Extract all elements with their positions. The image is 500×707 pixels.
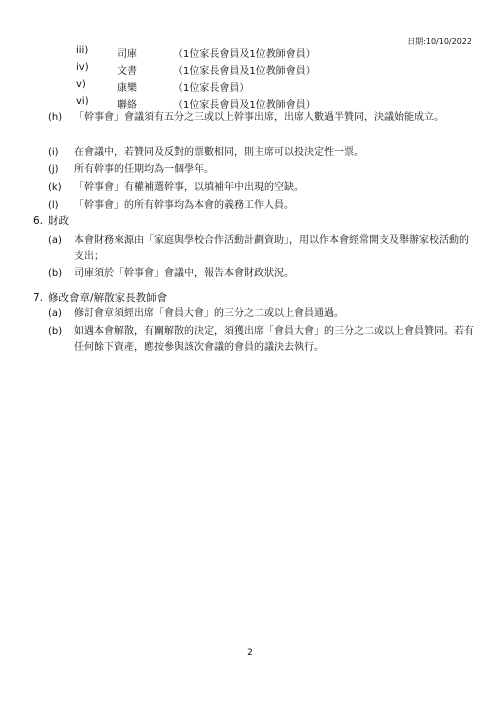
clause-label: (k)	[48, 182, 62, 193]
officer-item	[0, 45, 500, 59]
officer-item	[0, 62, 500, 76]
clause-text: 「幹事會」會議須有五分之三或以上幹事出席，出席人數過半贊同，決議始能成立。	[74, 112, 444, 123]
clause-text: 本會財務來源由「家庭與學校合作活動計劃資助」，用以作本會經常開支及舉辦家校活動的支出；	[74, 235, 469, 262]
section-6-heading	[33, 213, 69, 228]
clause-text: 修訂會章須經出席「會員大會」的三分之二或以上會員通過。	[74, 308, 344, 319]
clause-label: (l)	[48, 200, 59, 211]
section-number: 7.	[33, 292, 44, 304]
section-title: 修改會章/解散家長教師會	[48, 292, 168, 304]
clause-text: 「幹事會」的所有幹事均為本會的義務工作人員。	[74, 200, 294, 211]
clause-label: (i)	[48, 147, 59, 158]
clause-text: 如遇本會解散，有關解散的決定，須獲出席「會員大會」的三分之二或以上會員贊同。若有任何餘下資產，應按參與該次會議的會員的議決去執行。	[74, 326, 474, 353]
officer-role: 聯絡	[117, 100, 137, 111]
officer-role: 司庫	[117, 49, 137, 60]
page-number: 2	[247, 648, 253, 658]
clause-text: 所有幹事的任期均為一個學年。	[74, 164, 214, 175]
officer-number: v)	[76, 79, 86, 90]
officer-quota: （1位家長會員）	[173, 83, 250, 94]
section-7-heading	[33, 290, 167, 305]
section-title: 財政	[48, 215, 70, 227]
officer-item	[0, 96, 500, 110]
officer-number: iii)	[76, 45, 89, 56]
officer-role: 康樂	[117, 83, 137, 94]
clause-label: (a)	[48, 308, 62, 319]
officer-quota: （1位家長會員及1位教師會員）	[173, 66, 316, 77]
clause-text: 司庫須於「幹事會」會議中，報告本會財政狀況。	[74, 268, 294, 279]
clause-text: 在會議中，若贊同及反對的票數相同，則主席可以投決定性一票。	[74, 147, 364, 158]
officer-quota: （1位家長會員及1位教師會員）	[173, 100, 316, 111]
clause-label: (b)	[48, 326, 63, 337]
officer-quota: （1位家長會員及1位教師會員）	[173, 49, 316, 60]
section-number: 6.	[33, 215, 44, 227]
officer-number: vi)	[76, 96, 89, 107]
officer-number: iv)	[76, 62, 89, 73]
document-date: 日期:10/10/2022	[407, 37, 472, 46]
officer-role: 文書	[117, 66, 137, 77]
clause-label: (b)	[48, 268, 63, 279]
clause-label: (j)	[48, 164, 59, 175]
clause-label: (a)	[48, 235, 62, 246]
clause-label: (h)	[48, 112, 63, 123]
officer-item	[0, 79, 500, 93]
clause-text: 「幹事會」有權補選幹事，以填補年中出現的空缺。	[74, 182, 304, 193]
